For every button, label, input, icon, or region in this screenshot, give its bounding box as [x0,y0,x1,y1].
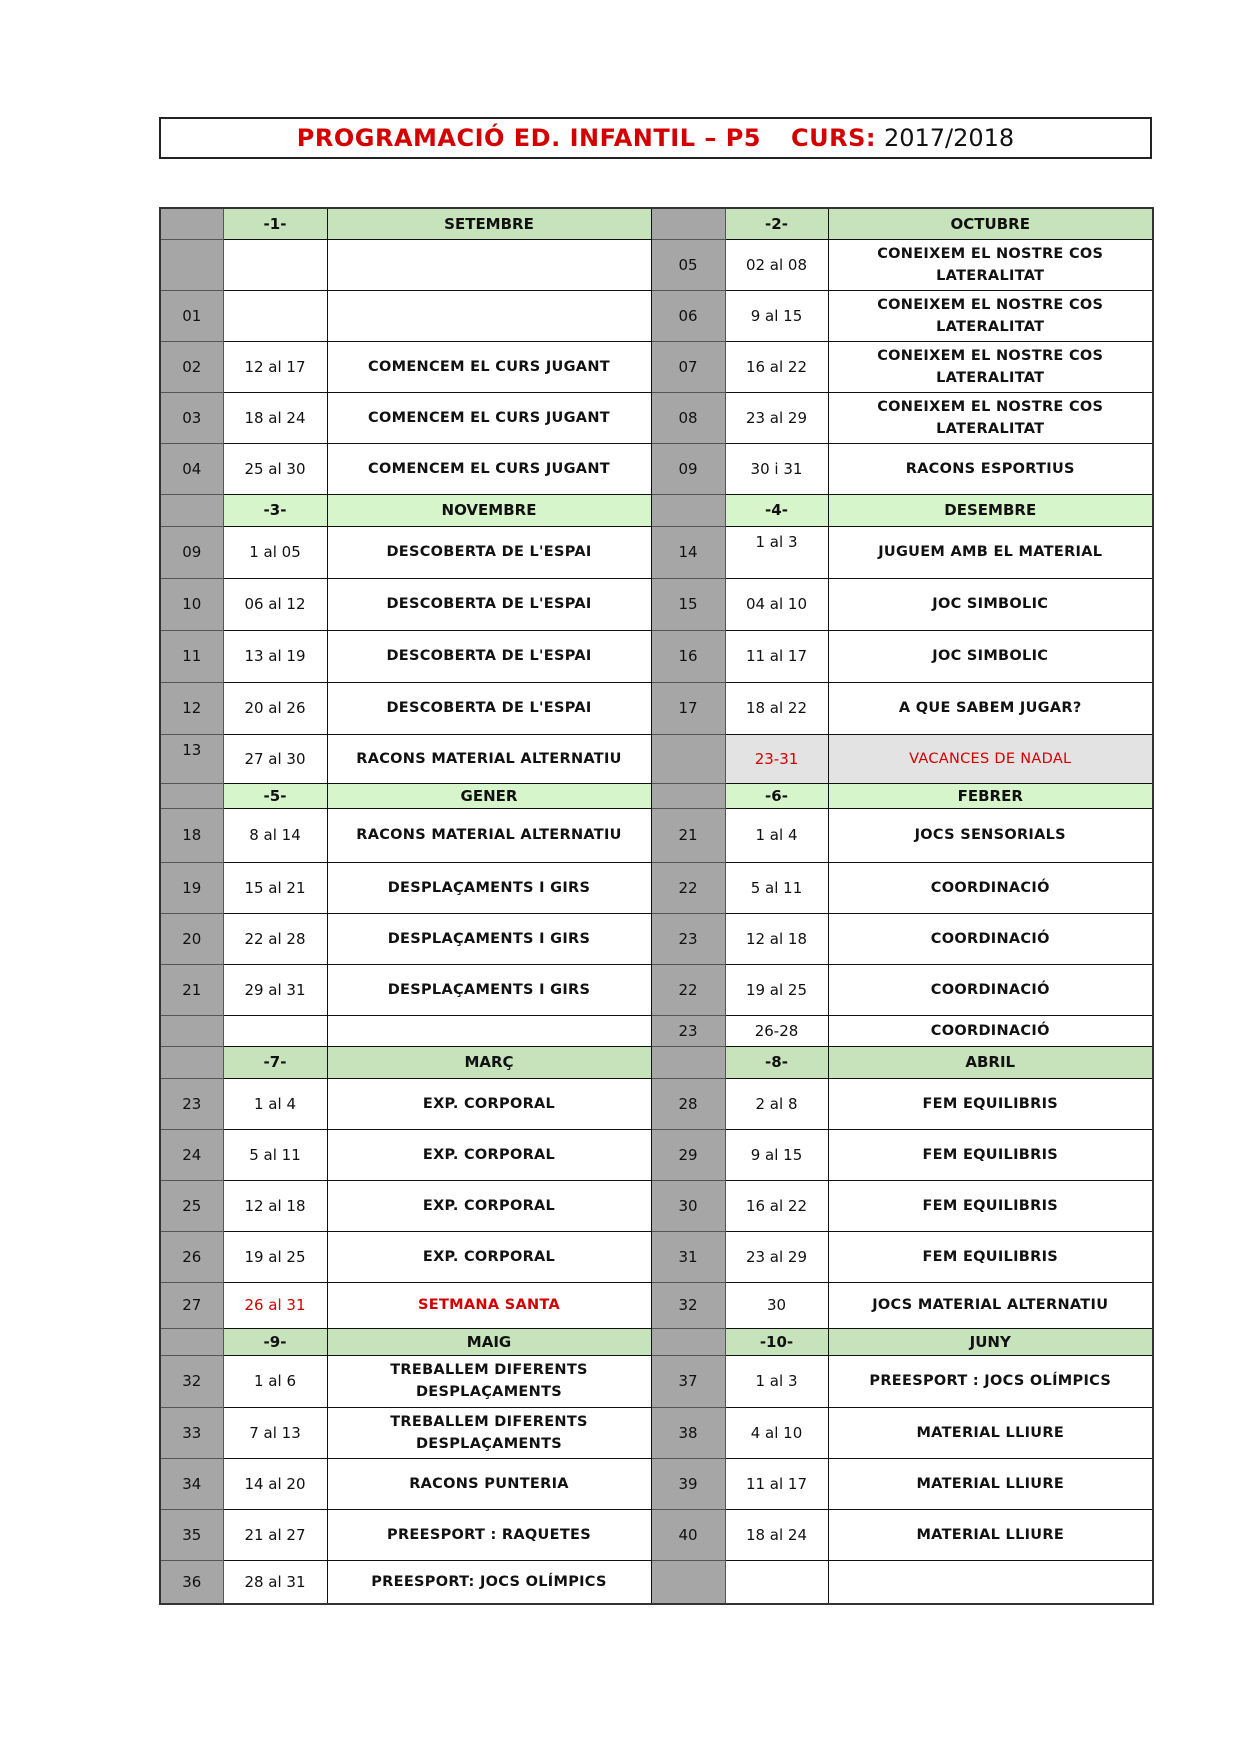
week-dates [725,1560,828,1604]
week-activity [327,239,651,290]
month-name: FEBRER [828,783,1153,808]
week-number: 33 [160,1407,223,1458]
week-row [160,1458,1153,1509]
week-activity: RACONS ESPORTIUS [828,443,1153,494]
week-number-header-cell [160,1328,223,1355]
week-activity: DESPLAÇAMENTS I GIRS [327,862,651,913]
week-number [160,1015,223,1046]
month-name: GENER [327,783,651,808]
week-number: 12 [160,682,223,734]
week-dates: 1 al 4 [223,1078,327,1129]
week-row [160,808,1153,862]
week-dates: 2 al 8 [725,1078,828,1129]
month-name: SETEMBRE [327,208,651,239]
month-name: NOVEMBRE [327,494,651,526]
week-activity: FEM EQUILIBRIS [828,1129,1153,1180]
schedule-table [159,207,1154,1605]
week-number: 31 [651,1231,725,1282]
week-dates [223,239,327,290]
week-activity: EXP. CORPORAL [327,1129,651,1180]
week-number: 19 [160,862,223,913]
month-index: -2- [725,208,828,239]
week-number [160,239,223,290]
week-activity: DESCOBERTA DE L'ESPAI [327,578,651,630]
week-number: 17 [651,682,725,734]
week-activity: COORDINACIÓ [828,913,1153,964]
week-dates: 8 al 14 [223,808,327,862]
title-main: PROGRAMACIÓ ED. INFANTIL – P5 [296,124,761,152]
month-index: -8- [725,1046,828,1078]
week-number-header-cell [160,494,223,526]
week-dates: 1 al 05 [223,526,327,578]
week-row [160,682,1153,734]
week-activity: PREESPORT : JOCS OLÍMPICS [828,1355,1153,1407]
week-activity: RACONS PUNTERIA [327,1458,651,1509]
month-index: -7- [223,1046,327,1078]
week-row [160,341,1153,392]
week-dates: 5 al 11 [725,862,828,913]
week-dates: 12 al 18 [725,913,828,964]
month-index: -6- [725,783,828,808]
week-activity: CONEIXEM EL NOSTRE COS LATERALITAT [828,341,1153,392]
week-activity: JOCS MATERIAL ALTERNATIU [828,1282,1153,1328]
week-number: 15 [651,578,725,630]
month-header-row [160,494,1153,526]
week-number-header-cell [651,1046,725,1078]
week-activity: DESCOBERTA DE L'ESPAI [327,526,651,578]
week-dates: 19 al 25 [223,1231,327,1282]
week-row [160,1407,1153,1458]
week-number: 02 [160,341,223,392]
week-row [160,1180,1153,1231]
week-dates: 18 al 22 [725,682,828,734]
week-activity: FEM EQUILIBRIS [828,1180,1153,1231]
week-activity: MATERIAL LLIURE [828,1509,1153,1560]
week-number: 21 [160,964,223,1015]
week-number: 22 [651,964,725,1015]
document-title [159,117,1152,159]
month-index: -3- [223,494,327,526]
week-row [160,1129,1153,1180]
week-row [160,1015,1153,1046]
week-activity: JOCS SENSORIALS [828,808,1153,862]
week-number: 39 [651,1458,725,1509]
month-index: -10- [725,1328,828,1355]
week-dates: 13 al 19 [223,630,327,682]
week-row [160,913,1153,964]
week-activity: CONEIXEM EL NOSTRE COS LATERALITAT [828,392,1153,443]
week-number: 35 [160,1509,223,1560]
week-dates: 27 al 30 [223,734,327,783]
week-activity: A QUE SABEM JUGAR? [828,682,1153,734]
week-dates: 4 al 10 [725,1407,828,1458]
week-row [160,1231,1153,1282]
week-activity: PREESPORT: JOCS OLÍMPICS [327,1560,651,1604]
week-number-header-cell [160,1046,223,1078]
week-number: 01 [160,290,223,341]
week-activity: FEM EQUILIBRIS [828,1078,1153,1129]
week-dates: 18 al 24 [223,392,327,443]
week-dates: 11 al 17 [725,630,828,682]
week-number: 34 [160,1458,223,1509]
week-number: 32 [160,1355,223,1407]
week-dates: 1 al 6 [223,1355,327,1407]
week-number: 03 [160,392,223,443]
week-dates: 9 al 15 [725,1129,828,1180]
week-dates: 1 al 4 [725,808,828,862]
week-dates: 16 al 22 [725,1180,828,1231]
week-dates: 12 al 17 [223,341,327,392]
week-activity: DESCOBERTA DE L'ESPAI [327,682,651,734]
week-dates: 04 al 10 [725,578,828,630]
week-number: 08 [651,392,725,443]
week-number: 09 [160,526,223,578]
week-dates: 1 al 3 [725,526,828,578]
week-activity [828,1560,1153,1604]
week-number-header-cell [160,208,223,239]
week-number: 20 [160,913,223,964]
week-dates: 1 al 3 [725,1355,828,1407]
week-number: 25 [160,1180,223,1231]
week-row [160,1509,1153,1560]
month-name: JUNY [828,1328,1153,1355]
month-index: -9- [223,1328,327,1355]
week-row [160,734,1153,783]
week-activity: JUGUEM AMB EL MATERIAL [828,526,1153,578]
month-header-row [160,208,1153,239]
week-row [160,862,1153,913]
week-number: 22 [651,862,725,913]
week-dates: 23-31 [725,734,828,783]
week-dates [223,1015,327,1046]
week-activity: PREESPORT : RAQUETES [327,1509,651,1560]
week-row [160,526,1153,578]
curs-label: CURS: [790,124,876,152]
month-index: -1- [223,208,327,239]
week-number: 37 [651,1355,725,1407]
week-activity: EXP. CORPORAL [327,1231,651,1282]
week-activity: COMENCEM EL CURS JUGANT [327,392,651,443]
month-name: MAIG [327,1328,651,1355]
week-activity: DESCOBERTA DE L'ESPAI [327,630,651,682]
week-number: 36 [160,1560,223,1604]
week-activity: TREBALLEM DIFERENTS DESPLAÇAMENTS [327,1355,651,1407]
week-dates: 14 al 20 [223,1458,327,1509]
week-activity: COORDINACIÓ [828,1015,1153,1046]
month-name: MARÇ [327,1046,651,1078]
week-number: 32 [651,1282,725,1328]
week-dates: 29 al 31 [223,964,327,1015]
week-dates: 06 al 12 [223,578,327,630]
week-dates: 16 al 22 [725,341,828,392]
week-activity: DESPLAÇAMENTS I GIRS [327,964,651,1015]
week-number: 11 [160,630,223,682]
week-row [160,578,1153,630]
week-number: 04 [160,443,223,494]
week-number: 10 [160,578,223,630]
week-number: 38 [651,1407,725,1458]
week-number: 27 [160,1282,223,1328]
week-dates: 30 [725,1282,828,1328]
week-activity: FEM EQUILIBRIS [828,1231,1153,1282]
week-activity: COORDINACIÓ [828,862,1153,913]
month-name: OCTUBRE [828,208,1153,239]
month-header-row [160,1046,1153,1078]
week-row [160,392,1153,443]
week-number: 30 [651,1180,725,1231]
week-dates: 5 al 11 [223,1129,327,1180]
week-row [160,290,1153,341]
month-header-row [160,783,1153,808]
week-activity: SETMANA SANTA [327,1282,651,1328]
week-activity: VACANCES DE NADAL [828,734,1153,783]
week-number: 23 [651,1015,725,1046]
week-activity: RACONS MATERIAL ALTERNATIU [327,808,651,862]
month-name: DESEMBRE [828,494,1153,526]
week-activity [327,290,651,341]
week-activity [327,1015,651,1046]
week-dates: 11 al 17 [725,1458,828,1509]
week-dates: 30 i 31 [725,443,828,494]
week-activity: COMENCEM EL CURS JUGANT [327,443,651,494]
week-number: 28 [651,1078,725,1129]
week-number: 24 [160,1129,223,1180]
week-row [160,630,1153,682]
week-activity: RACONS MATERIAL ALTERNATIU [327,734,651,783]
week-dates: 23 al 29 [725,392,828,443]
week-dates: 18 al 24 [725,1509,828,1560]
curs-year: 2017/2018 [883,124,1015,152]
week-number-header-cell [160,783,223,808]
week-dates: 19 al 25 [725,964,828,1015]
week-dates: 9 al 15 [725,290,828,341]
week-activity: CONEIXEM EL NOSTRE COS LATERALITAT [828,239,1153,290]
week-number: 09 [651,443,725,494]
week-activity: EXP. CORPORAL [327,1078,651,1129]
week-activity: DESPLAÇAMENTS I GIRS [327,913,651,964]
week-dates: 26-28 [725,1015,828,1046]
week-activity: MATERIAL LLIURE [828,1407,1153,1458]
week-number: 23 [160,1078,223,1129]
week-row [160,1078,1153,1129]
week-activity: COMENCEM EL CURS JUGANT [327,341,651,392]
week-number [651,1560,725,1604]
week-number: 06 [651,290,725,341]
month-name: ABRIL [828,1046,1153,1078]
week-activity: CONEIXEM EL NOSTRE COS LATERALITAT [828,290,1153,341]
week-dates: 15 al 21 [223,862,327,913]
week-dates [223,290,327,341]
week-dates: 12 al 18 [223,1180,327,1231]
week-number [651,734,725,783]
week-row [160,239,1153,290]
week-dates: 02 al 08 [725,239,828,290]
week-row [160,1282,1153,1328]
month-index: -4- [725,494,828,526]
week-number: 40 [651,1509,725,1560]
week-dates: 23 al 29 [725,1231,828,1282]
week-activity: TREBALLEM DIFERENTS DESPLAÇAMENTS [327,1407,651,1458]
week-row [160,964,1153,1015]
week-row [160,1560,1153,1604]
week-dates: 22 al 28 [223,913,327,964]
week-number-header-cell [651,1328,725,1355]
month-index: -5- [223,783,327,808]
week-number: 05 [651,239,725,290]
week-row [160,443,1153,494]
week-number: 26 [160,1231,223,1282]
week-dates: 25 al 30 [223,443,327,494]
week-dates: 20 al 26 [223,682,327,734]
week-activity: MATERIAL LLIURE [828,1458,1153,1509]
week-dates: 21 al 27 [223,1509,327,1560]
week-activity: JOC SIMBOLIC [828,578,1153,630]
week-dates: 7 al 13 [223,1407,327,1458]
week-activity: JOC SIMBOLIC [828,630,1153,682]
week-number: 29 [651,1129,725,1180]
week-activity: EXP. CORPORAL [327,1180,651,1231]
week-number-header-cell [651,494,725,526]
week-activity: COORDINACIÓ [828,964,1153,1015]
week-number: 21 [651,808,725,862]
week-dates: 26 al 31 [223,1282,327,1328]
week-number-header-cell [651,783,725,808]
week-number: 07 [651,341,725,392]
month-header-row [160,1328,1153,1355]
week-number: 16 [651,630,725,682]
week-number: 18 [160,808,223,862]
week-number: 13 [160,734,223,783]
week-number: 14 [651,526,725,578]
week-number-header-cell [651,208,725,239]
week-number: 23 [651,913,725,964]
week-dates: 28 al 31 [223,1560,327,1604]
week-row [160,1355,1153,1407]
